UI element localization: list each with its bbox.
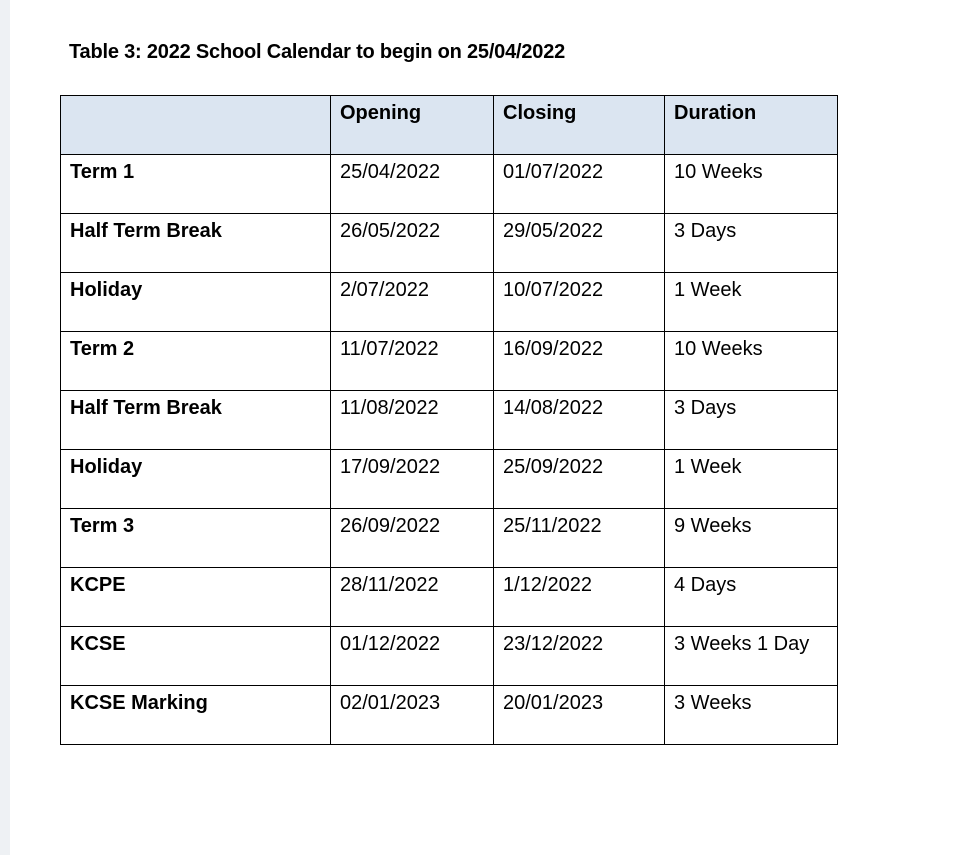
- table-row: [61, 627, 838, 686]
- table-caption: Table 3: 2022 School Calendar to begin on 25/04/2022: [69, 41, 566, 63]
- duration: 1 Week: [665, 450, 838, 509]
- row-label: Half Term Break: [61, 214, 331, 273]
- table-row: [61, 568, 838, 627]
- row-label: Term 2: [61, 332, 331, 391]
- duration: 4 Days: [665, 568, 838, 627]
- row-label: KCSE Marking: [61, 686, 331, 745]
- opening-date: 26/09/2022: [331, 509, 494, 568]
- table-row: [61, 332, 838, 391]
- table-row: [61, 450, 838, 509]
- table-row: [61, 273, 838, 332]
- closing-date: 1/12/2022: [494, 568, 665, 627]
- row-label: Holiday: [61, 450, 331, 509]
- duration: 3 Weeks 1 Day: [665, 627, 838, 686]
- header-duration: Duration: [665, 96, 838, 155]
- closing-date: 20/01/2023: [494, 686, 665, 745]
- opening-date: 02/01/2023: [331, 686, 494, 745]
- opening-date: 26/05/2022: [331, 214, 494, 273]
- header-closing: Closing: [494, 96, 665, 155]
- closing-date: 16/09/2022: [494, 332, 665, 391]
- page-left-edge: [0, 0, 10, 855]
- closing-date: 10/07/2022: [494, 273, 665, 332]
- closing-date: 23/12/2022: [494, 627, 665, 686]
- row-label: KCSE: [61, 627, 331, 686]
- school-calendar-table: [60, 95, 838, 745]
- row-label: Holiday: [61, 273, 331, 332]
- opening-date: 28/11/2022: [331, 568, 494, 627]
- opening-date: 11/07/2022: [331, 332, 494, 391]
- opening-date: 11/08/2022: [331, 391, 494, 450]
- row-label: Term 3: [61, 509, 331, 568]
- opening-date: 01/12/2022: [331, 627, 494, 686]
- duration: 3 Weeks: [665, 686, 838, 745]
- closing-date: 25/11/2022: [494, 509, 665, 568]
- closing-date: 25/09/2022: [494, 450, 665, 509]
- table-row: [61, 155, 838, 214]
- duration: 1 Week: [665, 273, 838, 332]
- opening-date: 17/09/2022: [331, 450, 494, 509]
- table-row: [61, 214, 838, 273]
- table-row: [61, 509, 838, 568]
- opening-date: 2/07/2022: [331, 273, 494, 332]
- row-label: Half Term Break: [61, 391, 331, 450]
- duration: 9 Weeks: [665, 509, 838, 568]
- closing-date: 29/05/2022: [494, 214, 665, 273]
- duration: 10 Weeks: [665, 332, 838, 391]
- opening-date: 25/04/2022: [331, 155, 494, 214]
- header-period: [61, 96, 331, 155]
- table-row: [61, 391, 838, 450]
- duration: 3 Days: [665, 214, 838, 273]
- table-row: [61, 686, 838, 745]
- closing-date: 14/08/2022: [494, 391, 665, 450]
- row-label: Term 1: [61, 155, 331, 214]
- header-opening: Opening: [331, 96, 494, 155]
- row-label: KCPE: [61, 568, 331, 627]
- duration: 3 Days: [665, 391, 838, 450]
- table-header-row: [61, 96, 838, 155]
- duration: 10 Weeks: [665, 155, 838, 214]
- closing-date: 01/07/2022: [494, 155, 665, 214]
